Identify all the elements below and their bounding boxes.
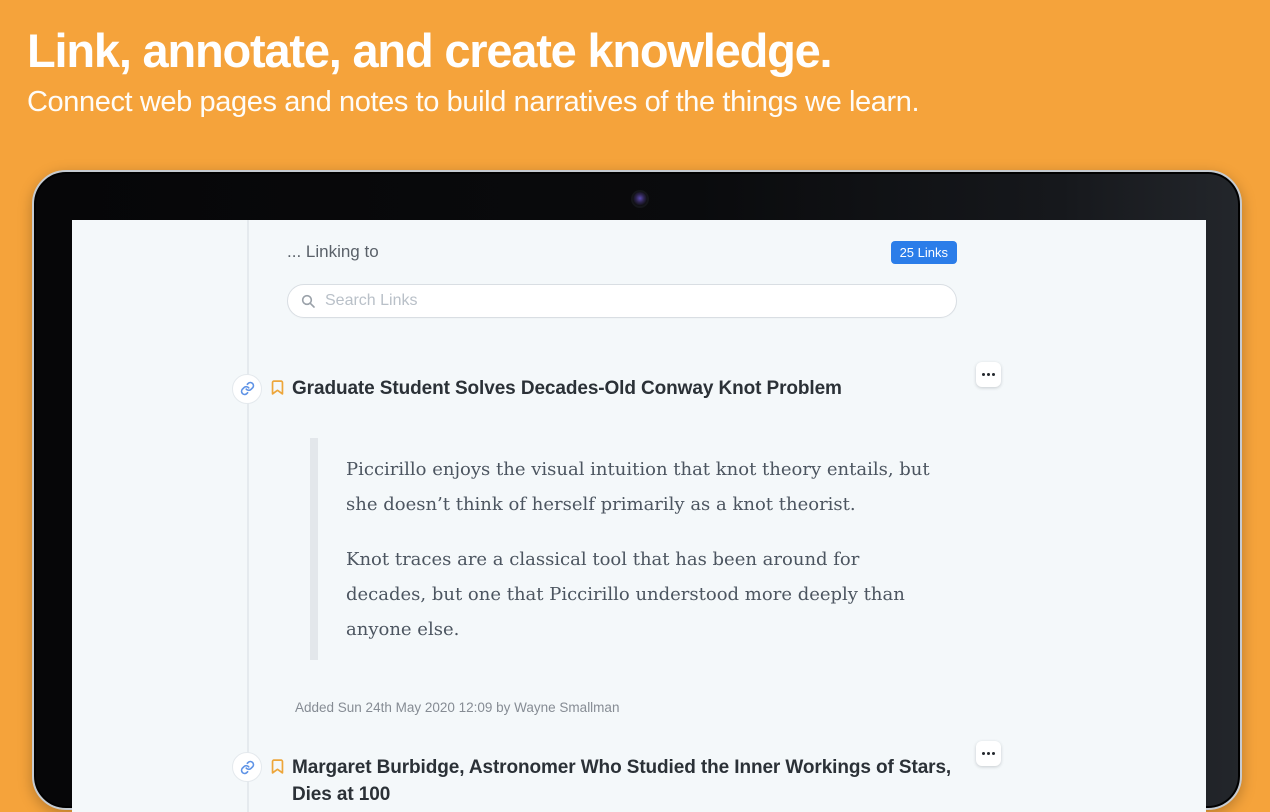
links-panel <box>287 220 1032 808</box>
link-item <box>287 375 1032 715</box>
camera-icon <box>633 192 647 206</box>
linking-to-label: ... Linking to <box>287 242 379 261</box>
quote-paragraph: Knot traces are a classical tool that has been around for decades, but one that Piccirillo understood more deeply than anyone else. <box>346 549 905 640</box>
quote-paragraph: Piccirillo enjoys the visual intuition that knot theory entails, but she doesn’t think of herself primarily as a knot theorist. <box>346 459 930 515</box>
link-icon <box>232 752 262 782</box>
timeline-divider <box>247 220 249 812</box>
ellipsis-icon <box>992 752 995 755</box>
app-screen <box>72 220 1206 812</box>
ellipsis-icon <box>982 373 985 376</box>
tablet-frame <box>32 170 1242 810</box>
linking-header <box>287 240 957 264</box>
link-item <box>287 754 1032 808</box>
links-count-badge[interactable]: 25 Links <box>891 241 957 264</box>
annotation-quote <box>310 438 940 660</box>
more-options-button[interactable] <box>976 741 1001 766</box>
added-by-meta: Added Sun 24th May 2020 12:09 by Wayne Smallman <box>295 700 620 715</box>
ellipsis-icon <box>987 752 990 755</box>
search-links-input[interactable] <box>325 292 944 310</box>
more-options-button[interactable] <box>976 362 1001 387</box>
hero-subtitle: Connect web pages and notes to build narratives of the things we learn. <box>27 86 920 119</box>
ellipsis-icon <box>992 373 995 376</box>
search-icon <box>300 293 316 309</box>
link-item-title[interactable]: Margaret Burbidge, Astronomer Who Studied the Inner Workings of Stars, Dies at 100 <box>292 757 952 805</box>
link-item-header[interactable] <box>287 375 987 402</box>
link-item-header[interactable] <box>287 754 987 808</box>
link-icon <box>232 374 262 404</box>
search-links-box[interactable] <box>287 284 957 318</box>
bookmark-icon <box>269 756 286 777</box>
ellipsis-icon <box>987 373 990 376</box>
bookmark-icon <box>269 377 286 398</box>
hero-banner <box>27 24 1257 119</box>
ellipsis-icon <box>982 752 985 755</box>
hero-title: Link, annotate, and create knowledge. <box>27 24 832 77</box>
link-item-title[interactable]: Graduate Student Solves Decades-Old Conway Knot Problem <box>292 378 842 399</box>
